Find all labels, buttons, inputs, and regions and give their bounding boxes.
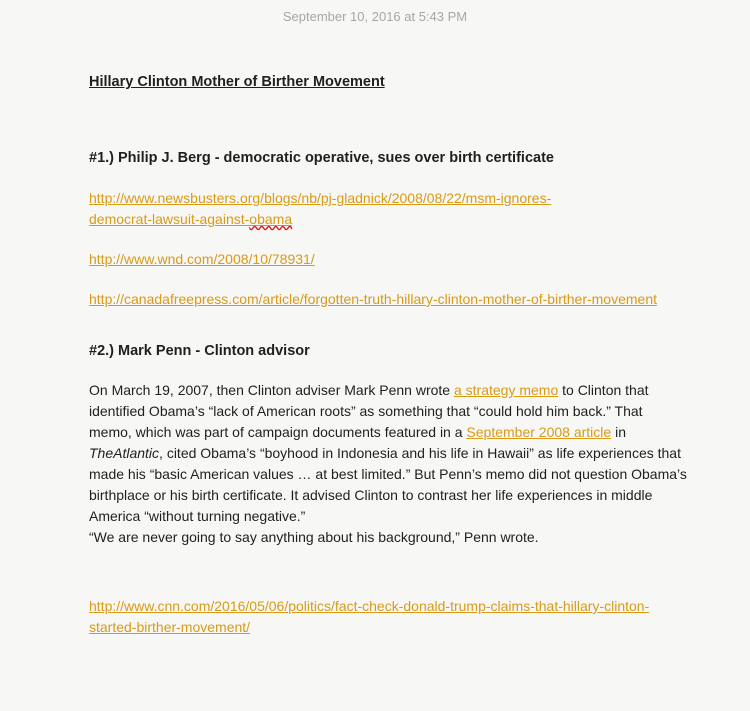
atlantic-article-link[interactable]: September 2008 article: [466, 424, 612, 440]
newsbusters-link-line2: democrat-lawsuit-against-: [89, 211, 250, 227]
cnn-link[interactable]: http://www.cnn.com/2016/05/06/politics/fact-check-donald-trump-claims-that-hillary-clinton-started-birther-movement/: [89, 598, 650, 635]
newsbusters-link[interactable]: [89, 188, 689, 230]
section-1-heading: #1.) Philip J. Berg - democratic operative, sues over birth certificate: [89, 150, 554, 166]
para-text-a: On March 19, 2007, then Clinton adviser Mark Penn wrote: [89, 382, 454, 398]
section-2-paragraph: [89, 380, 689, 548]
wnd-link[interactable]: http://www.wnd.com/2008/10/78931/: [89, 251, 315, 267]
canadafreepress-link[interactable]: http://canadafreepress.com/article/forgotten-truth-hillary-clinton-mother-of-birther-movement: [89, 291, 658, 307]
penn-quote: “We are never going to say anything about his background,” Penn wrote.: [89, 529, 539, 545]
newsbusters-link-line1: http://www.newsbusters.org/blogs/nb/pj-gladnick/2008/08/22/msm-ignores-: [89, 190, 552, 206]
para-text-b: to Clinton that identified Obama’s “lack of American roots” as something that “could hold him back.” That memo, which was part of campaign documents featured in a: [89, 382, 649, 440]
note-title: Hillary Clinton Mother of Birther Movement: [89, 74, 385, 90]
para-text-c: in: [611, 424, 626, 440]
note-timestamp: September 10, 2016 at 5:43 PM: [282, 9, 468, 24]
para-publication: TheAtlantic: [89, 445, 160, 461]
misspelled-word: obama: [249, 211, 293, 227]
para-text-d: , cited Obama’s “boyhood in Indonesia and his life in Hawaii” as life experiences that made his “basic American values … at best limited.” But Penn’s memo did not question Obama’s birthplace or his birth certificate. It advised Clinton to contrast her life experiences in middle America “without turning negative.”: [89, 445, 687, 524]
note-body[interactable]: [89, 74, 689, 657]
section-2-heading: #2.) Mark Penn - Clinton advisor: [89, 343, 310, 359]
strategy-memo-link[interactable]: a strategy memo: [453, 382, 559, 398]
